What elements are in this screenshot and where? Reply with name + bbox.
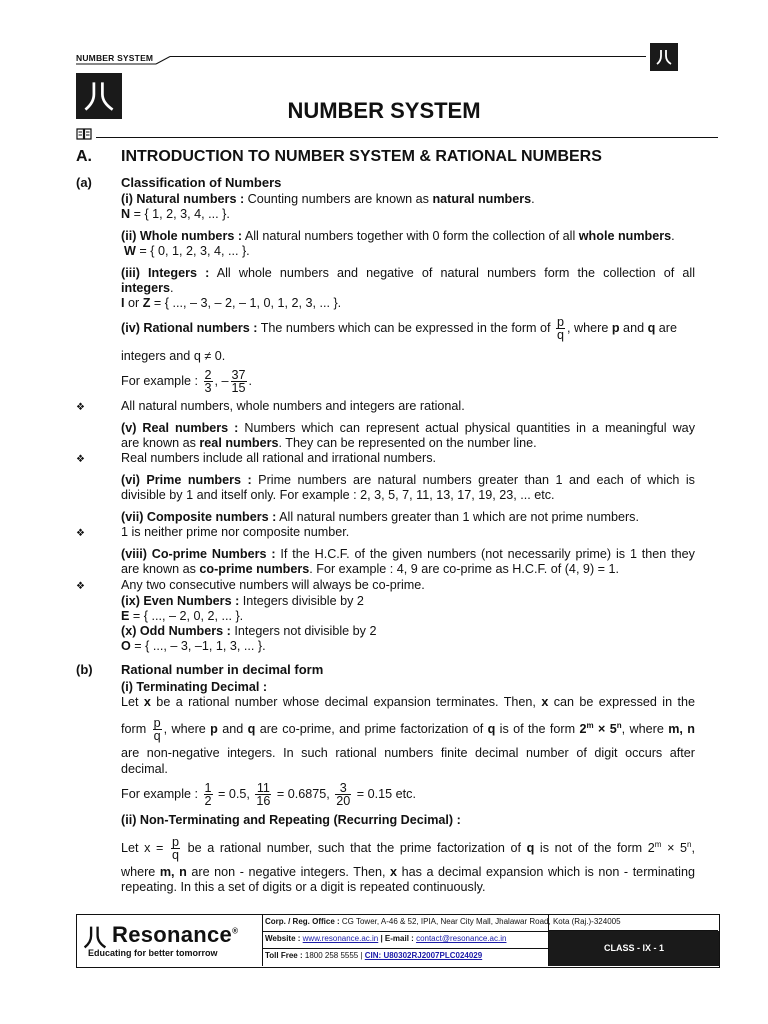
terminating-l2: form $\frac{p}{q}$ , where p and q are co-prime, and prime factorization of q is of the form $2^m \times 5^n$, where m, n (121, 716, 695, 744)
whole-numbers-set: W = { 0, 1, 2, 3, 4, ... }. (124, 244, 250, 258)
footer-contact: Website : www.resonance.ac.in | E-mail : contact@resonance.ac.in (262, 931, 551, 949)
header-rule (76, 56, 716, 70)
bullet-icon: ❖ (76, 402, 85, 413)
rational-numbers-l2: integers and q ≠ 0. (121, 349, 226, 363)
non-terminating-l1: Let x = $\frac{p}{q}$ be a rational number, such that the prime factorization of q is not of the form $2^m \times 5^n$, (121, 835, 695, 863)
non-terminating-l3: repeating. In this a set of digits or a digit is repeated continuously. (121, 880, 486, 894)
footer-brand (76, 914, 263, 966)
footer-tollfree: Toll Free : 1800 258 5555 | CIN: U80302RJ2007PLC024029 (265, 951, 483, 960)
bullet-icon: ❖ (76, 528, 85, 539)
terminating-l4: decimal. (121, 762, 168, 776)
fraction-p-over-q: $\frac{p}{q}$ (557, 315, 565, 343)
rational-numbers-para: (iv) Rational numbers : The numbers which can be expressed in the form of $\frac{p}{q}$ , where p and q are (121, 315, 677, 343)
note-real: Real numbers include all rational and irrational numbers. (121, 451, 437, 465)
page-title: NUMBER SYSTEM (287, 98, 481, 123)
prime-numbers-l2: divisible by 1 and itself only. For example : 2, 3, 5, 7, 11, 13, 17, 19, 23, ... etc. (121, 488, 555, 502)
header-logo-small (650, 43, 678, 71)
book-icon (76, 127, 92, 143)
fraction-1-2: $\frac{1}{2}$ (204, 781, 212, 809)
integers-set: I or Z = { ..., – 3, – 2, – 1, 0, 1, 2, 3, ... }. (121, 296, 342, 310)
fraction-p-over-q: $\frac{p}{q}$ (172, 835, 180, 863)
coprime-l1: (viii) Co-prime Numbers : If the H.C.F. of the given numbers (not necessarily prime) is 1 then they (121, 547, 695, 561)
note-coprime: Any two consecutive numbers will always be co-prime. (121, 578, 425, 592)
sub-a-title: Classification of Numbers (121, 175, 282, 190)
fraction-2-3: $\frac{2}{3}$ (204, 368, 212, 396)
cin-link[interactable]: CIN: U80302RJ2007PLC024029 (364, 951, 483, 960)
prime-numbers-l1: (vi) Prime numbers : Prime numbers are natural numbers greater than 1 and each of which is (121, 473, 695, 487)
section-a-letter: A. (76, 148, 92, 165)
terminating-head: (i) Terminating Decimal : (121, 680, 268, 694)
sub-b-title: Rational number in decimal form (121, 662, 324, 677)
odd-numbers: (x) Odd Numbers : Integers not divisible by 2 (121, 624, 377, 638)
coprime-l2: are known as co-prime numbers. For example : 4, 9 are co-prime as H.C.F. of (4, 9) = 1. (121, 562, 619, 576)
fraction-3-20: $\frac{3}{20}$ (336, 781, 351, 809)
terminating-l1: Let x be a rational number whose decimal expansion terminates. Then, x can be expressed in the (121, 695, 695, 709)
fraction-p-over-q: $\frac{p}{q}$ (153, 716, 161, 744)
title-rule (96, 137, 718, 138)
resonance-mark-icon (654, 47, 674, 67)
composite-numbers: (vii) Composite numbers : All natural numbers greater than 1 which are not prime numbers. (121, 510, 639, 524)
footer-class-label: CLASS - IX - 1 (548, 931, 719, 966)
footer-brand-name: Resonance® (112, 922, 239, 947)
even-numbers: (ix) Even Numbers : Integers divisible by 2 (121, 594, 364, 608)
sub-a-letter: (a) (76, 175, 92, 190)
header-section-label: NUMBER SYSTEM (76, 53, 154, 63)
email-link[interactable]: contact@resonance.ac.in (416, 934, 507, 943)
natural-numbers-set: N = { 1, 2, 3, 4, ... }. (121, 207, 230, 221)
footer-tagline: Educating for better tomorrow (88, 948, 218, 958)
terminating-example: For example : $\frac{1}{2}$ = 0.5, $\frac{11}{16}$ = 0.6875, $\frac{3}{20}$ = 0.15 etc. (121, 781, 416, 809)
footer-blank-cell (548, 914, 718, 931)
terminating-l3: are non-negative integers. In such rational numbers finite decimal number of digit occurs after (121, 746, 695, 760)
even-numbers-set: E = { ..., – 2, 0, 2, ... }. (121, 609, 244, 623)
website-link[interactable]: www.resonance.ac.in (302, 934, 379, 943)
real-numbers-l2: are known as real numbers. They can be represented on the number line. (121, 436, 537, 450)
rational-example: For example : $\frac{2}{3}$ , – $\frac{37}{15}$ . (121, 368, 253, 396)
footer-office: Corp. / Reg. Office : CG Tower, A-46 & 52, IPIA, Near City Mall, Jhalawar Road, Kota (Raj.)-324005 (262, 914, 551, 932)
section-a-title: INTRODUCTION TO NUMBER SYSTEM & RATIONAL NUMBERS (121, 148, 602, 165)
bullet-icon: ❖ (76, 581, 85, 592)
non-terminating-l2: where m, n are non - negative integers. Then, x has a decimal expansion which is non - terminating (121, 865, 695, 879)
sub-b-letter: (b) (76, 662, 93, 677)
bullet-icon: ❖ (76, 454, 85, 465)
integers-para-l2: integers. (121, 281, 174, 295)
note-composite: 1 is neither prime nor composite number. (121, 525, 350, 539)
whole-numbers-para: (ii) Whole numbers : All natural numbers together with 0 form the collection of all whole numbers. (121, 229, 675, 243)
integers-para-l1: (iii) Integers : All whole numbers and negative of natural numbers form the collection of all (121, 266, 695, 280)
natural-numbers-para: (i) Natural numbers : Counting numbers are known as natural numbers. (121, 192, 535, 206)
note-rational: All natural numbers, whole numbers and integers are rational. (121, 399, 465, 413)
non-terminating-head: (ii) Non-Terminating and Repeating (Recurring Decimal) : (121, 813, 461, 827)
real-numbers-l1: (v) Real numbers : Numbers which can represent actual physical quantities in a meaningful way (121, 421, 695, 435)
fraction-37-15: $\frac{37}{15}$ (231, 368, 246, 396)
odd-numbers-set: O = { ..., – 3, –1, 1, 3, ... }. (121, 639, 266, 653)
fraction-11-16: $\frac{11}{16}$ (256, 781, 271, 809)
